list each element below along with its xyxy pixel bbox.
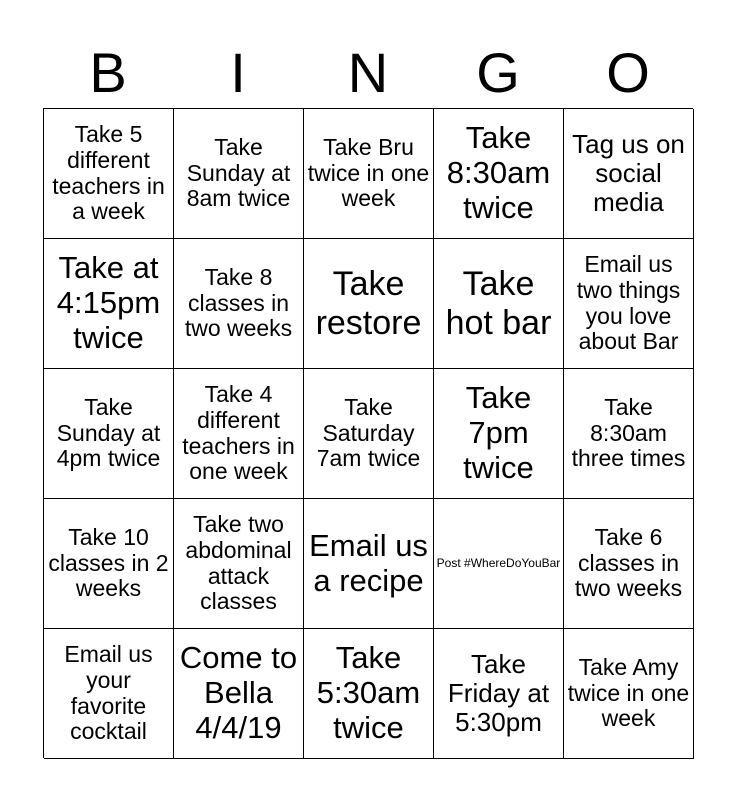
cell-text: Take Saturday 7am twice: [316, 393, 421, 472]
bingo-cell: [564, 499, 694, 629]
bingo-cell: [564, 109, 694, 239]
bingo-cell: [564, 629, 694, 759]
cell-text: Take 8 classes in two weeks: [184, 263, 293, 342]
bingo-cell: [44, 239, 174, 369]
cell-text: Take 8:30am three times: [571, 393, 686, 472]
bingo-cell: [304, 629, 434, 759]
cell-text: Take 5 different teachers in a week: [52, 121, 165, 225]
bingo-board: [43, 108, 693, 758]
cell-text: Take 7pm twice: [463, 380, 534, 485]
header-letter-n: N: [347, 41, 389, 104]
cell-text: Take 10 classes in 2 weeks: [48, 523, 169, 602]
bingo-cell: [304, 239, 434, 369]
cell-text: Email us two things you love about Bar: [576, 251, 681, 355]
bingo-cell: [564, 239, 694, 369]
bingo-header: [43, 38, 693, 108]
header-letter-o: O: [606, 41, 650, 104]
cell-text: Take 4 different teachers in one week: [182, 381, 295, 485]
cell-text: Come to Bella 4/4/19: [179, 640, 298, 745]
bingo-cell: [44, 109, 174, 239]
cell-text: Take two abdominal attack classes: [185, 511, 292, 615]
cell-text: Take hot bar: [445, 265, 552, 342]
bingo-cell: [434, 369, 564, 499]
cell-text: Take restore: [315, 265, 422, 342]
header-letter-g: G: [476, 41, 520, 104]
cell-text: Take Amy twice in one week: [567, 653, 690, 732]
bingo-cell: [304, 369, 434, 499]
bingo-cell-free: [434, 499, 564, 629]
cell-text: Email us a recipe: [309, 527, 428, 598]
cell-text: Take at 4:15pm twice: [56, 250, 161, 355]
cell-text: Take Bru twice in one week: [307, 133, 430, 212]
cell-text: Take Friday at 5:30pm: [447, 648, 550, 738]
cell-text: Take 8:30am twice: [446, 120, 551, 225]
cell-text: Email us your favorite cocktail: [64, 641, 153, 745]
bingo-cell: [564, 369, 694, 499]
bingo-cell: [434, 629, 564, 759]
bingo-cell: [304, 109, 434, 239]
bingo-cell: [174, 499, 304, 629]
bingo-cell: [174, 109, 304, 239]
cell-text: Take 6 classes in two weeks: [574, 523, 683, 602]
bingo-cell: [44, 499, 174, 629]
bingo-cell: [434, 109, 564, 239]
cell-text: Take 5:30am twice: [316, 640, 421, 745]
cell-text: Take Sunday at 8am twice: [186, 133, 291, 212]
bingo-cell: [304, 499, 434, 629]
bingo-cell: [434, 239, 564, 369]
cell-text: Tag us on social media: [572, 128, 685, 218]
cell-text: Post #WhereDoYouBar: [436, 555, 561, 570]
bingo-cell: [174, 239, 304, 369]
cell-text: Take Sunday at 4pm twice: [56, 393, 161, 472]
header-letter-i: I: [230, 41, 246, 104]
bingo-cell: [174, 629, 304, 759]
bingo-cell: [174, 369, 304, 499]
bingo-cell: [44, 629, 174, 759]
header-letter-b: B: [89, 41, 127, 104]
bingo-cell: [44, 369, 174, 499]
